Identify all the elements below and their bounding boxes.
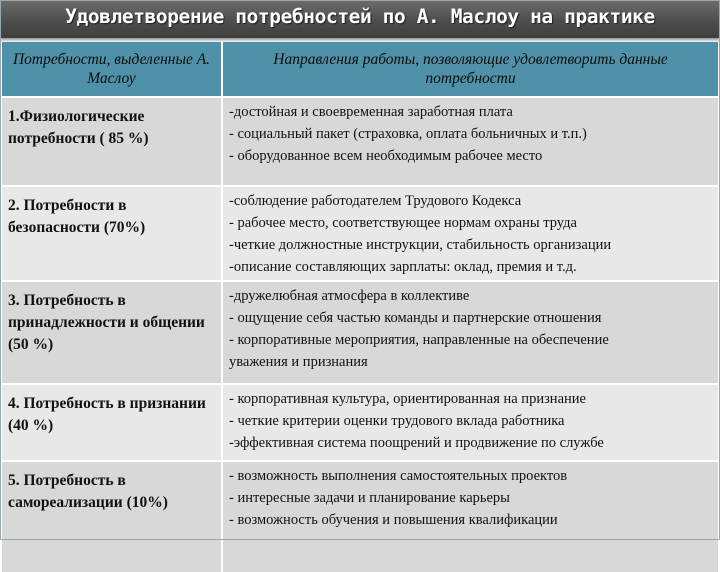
- direction-item: - интересные задачи и планирование карьеры: [229, 490, 510, 506]
- slide-title: Удовлетворение потребностей по А. Маслоу на практике: [65, 5, 655, 28]
- table-header-row: [2, 42, 718, 97]
- header-directions: Направления работы, позволяющие удовлетворить данные потребности: [222, 42, 718, 97]
- direction-item: - оборудованное всем необходимым рабочее место: [229, 148, 543, 164]
- table-row: [2, 186, 718, 281]
- direction-item: -эффективная система поощрений и продвижение по службе: [229, 435, 604, 451]
- table-row: [2, 384, 718, 461]
- direction-item: - корпоративные мероприятия, направленные на обеспечение: [229, 332, 609, 348]
- direction-item: - рабочее место, соответствующее нормам охраны труда: [229, 215, 577, 231]
- need-cell: 1.Физиологические потребности ( 85 %): [2, 97, 222, 186]
- maslow-table-container: [2, 42, 718, 572]
- title-bar: [0, 0, 720, 38]
- direction-item: - возможность выполнения самостоятельных проектов: [229, 468, 568, 484]
- direction-item: - корпоративная культура, ориентированная на признание: [229, 391, 586, 407]
- direction-item: - возможность обучения и повышения квалификации: [229, 512, 558, 528]
- directions-cell: [222, 97, 718, 186]
- direction-item: -описание составляющих зарплаты: оклад, премия и т.д.: [229, 259, 577, 275]
- direction-item: -четкие должностные инструкции, стабильность организации: [229, 237, 612, 253]
- direction-item: -соблюдение работодателем Трудового Кодекса: [229, 193, 522, 209]
- table-row: [2, 281, 718, 384]
- direction-item: - четкие критерии оценки трудового вклада работника: [229, 413, 565, 429]
- directions-cell: [222, 384, 718, 461]
- direction-item: -достойная и своевременная заработная плата: [229, 104, 513, 120]
- header-needs: Потребности, выделенные А. Маслоу: [2, 42, 222, 97]
- need-cell: 4. Потребность в признании (40 %): [2, 384, 222, 461]
- need-cell: 3. Потребность в принадлежности и общении (50 %): [2, 281, 222, 384]
- table-row: [2, 461, 718, 572]
- direction-item: - ощущение себя частью команды и партнерские отношения: [229, 310, 602, 326]
- direction-item: -дружелюбная атмосфера в коллективе: [229, 288, 470, 304]
- need-cell: 2. Потребности в безопасности (70%): [2, 186, 222, 281]
- direction-item: - социальный пакет (страховка, оплата больничных и т.п.): [229, 126, 587, 142]
- direction-item: уважения и признания: [229, 354, 368, 370]
- directions-cell: [222, 186, 718, 281]
- table-row: [2, 97, 718, 186]
- need-cell: 5. Потребность в самореализации (10%): [2, 461, 222, 572]
- directions-cell: [222, 281, 718, 384]
- maslow-needs-table: [2, 42, 718, 572]
- directions-cell: [222, 461, 718, 572]
